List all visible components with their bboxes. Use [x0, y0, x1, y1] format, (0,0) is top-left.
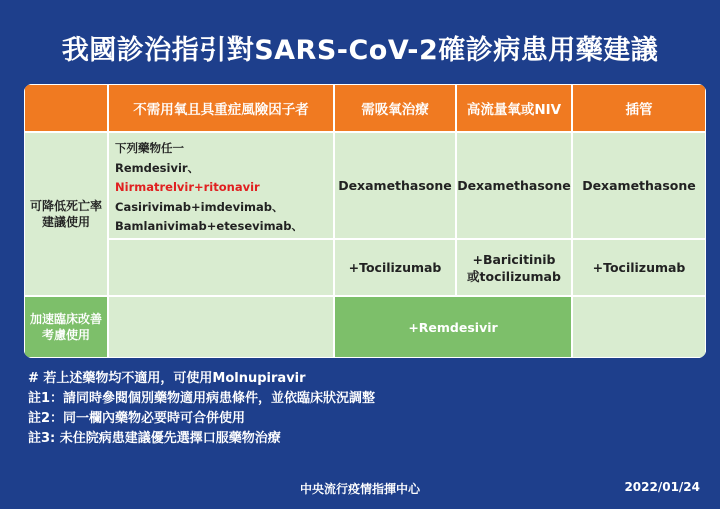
drug-remdesivir: Remdesivir、 — [115, 160, 200, 175]
header-high-flow: 高流量氧或NIV — [456, 84, 572, 132]
drug-casirivimab: Casirivimab+imdevimab、 — [115, 199, 284, 214]
drug-list-line2 — [115, 159, 327, 198]
note-hash: # 若上述藥物均不適用，可使用Molnupiravir — [28, 371, 306, 386]
notes-block — [28, 369, 375, 449]
header-intubation: 插管 — [572, 84, 706, 132]
footer-date: 2022/01/24 — [624, 480, 700, 494]
drug-table — [24, 84, 706, 358]
row-label-clinical-line2: 考慮使用 — [41, 328, 90, 342]
row3-remdesivir-cell: +Remdesivir — [334, 296, 572, 358]
note-1: 註1：請同時參閱個別藥物適用病患條件，並依臨床狀況調整 — [28, 391, 376, 406]
drug-list-intro: 下列藥物任一 — [115, 141, 184, 155]
row-label-mortality — [24, 132, 108, 296]
note-3: 註3: 未住院病患建議優先選擇口服藥物治療 — [28, 431, 281, 446]
row1-oxygen-cell: Dexamethasone — [334, 132, 456, 239]
page-title: 我國診治指引對SARS-CoV-2確診病患用藥建議 — [61, 35, 659, 66]
drug-bamlanivimab: Bamlanivimab+etesevimab、 — [115, 219, 304, 233]
header-corner — [24, 84, 108, 132]
drug-list-cell — [108, 132, 334, 239]
row1-high-flow-cell: Dexamethasone — [456, 132, 572, 239]
row3-intubation-cell — [572, 296, 706, 358]
header-oxygen: 需吸氧治療 — [334, 84, 456, 132]
row-label-clinical — [24, 296, 108, 358]
row1-intubation-cell: Dexamethasone — [572, 132, 706, 239]
note-2: 註2：同一欄內藥物必要時可合併使用 — [28, 411, 246, 426]
row2-high-flow-line1: +Baricitinib — [472, 251, 556, 267]
drug-nirmatrelvir: Nirmatrelvir+ritonavir — [115, 180, 260, 194]
row2-intubation-cell: +Tocilizumab — [572, 239, 706, 296]
row-label-mortality-line1: 可降低死亡率 — [29, 199, 102, 213]
row-label-mortality-line2: 建議使用 — [41, 215, 90, 229]
row3-empty-cell — [108, 296, 334, 358]
row2-high-flow-line2: 或tocilizumab — [467, 268, 561, 284]
row-label-clinical-line1: 加速臨床改善 — [29, 312, 102, 326]
header-no-oxygen: 不需用氧且具重症風險因子者 — [108, 84, 334, 132]
row2-empty-cell — [108, 239, 334, 296]
footer-org: 中央流行疫情指揮中心 — [299, 482, 420, 496]
row2-oxygen-cell: +Tocilizumab — [334, 239, 456, 296]
row2-high-flow-cell — [456, 239, 572, 296]
